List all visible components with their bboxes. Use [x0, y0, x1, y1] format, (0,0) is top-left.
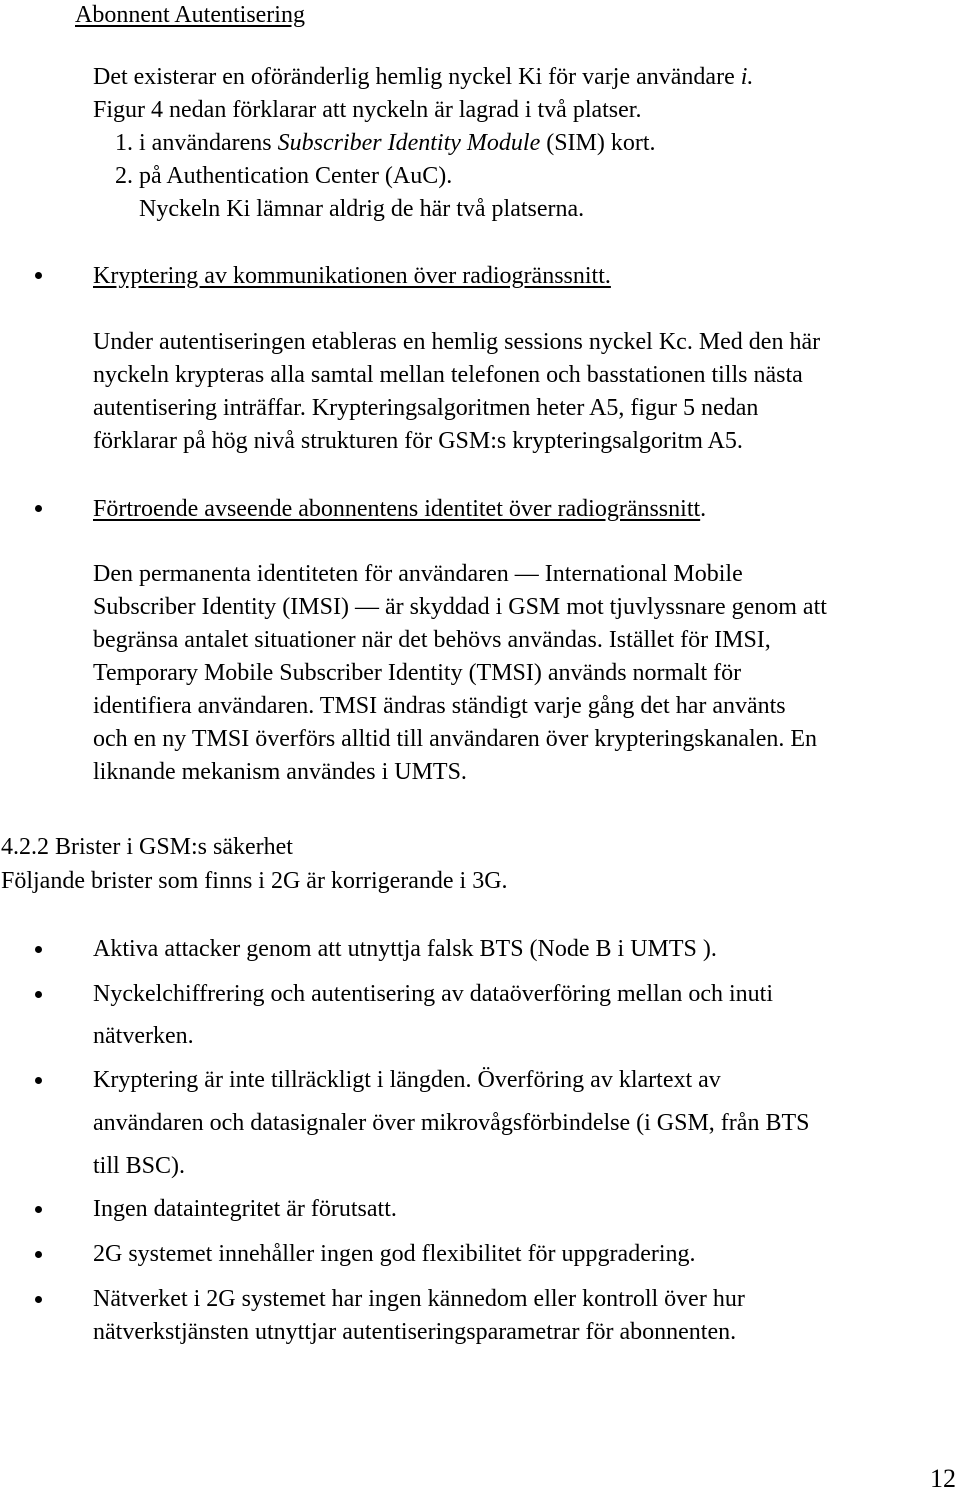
paragraph-line: Nyckeln Ki lämnar aldrig de här två platserna. [139, 196, 585, 222]
list-item: Nätverket i 2G systemet har ingen kännedom eller kontroll över hur [93, 1286, 745, 1312]
section-intro: Följande brister som finns i 2G är korrigerande i 3G. [1, 868, 508, 894]
paragraph-line: begränsa antalet situationer när det behövs användas. Istället för IMSI, [93, 627, 771, 653]
numbered-item-2: 2. på Authentication Center (AuC). [115, 163, 453, 189]
paragraph-line: Figur 4 nedan förklarar att nyckeln är lagrad i två platser. [93, 97, 642, 123]
numbered-item-1 [115, 128, 656, 158]
bullet-icon [35, 505, 42, 512]
bullet-heading-fortroende [93, 494, 706, 524]
heading-abonnent-autentisering: Abonnent Autentisering [75, 2, 305, 28]
bullet-icon [35, 272, 42, 279]
list-item: Ingen dataintegritet är förutsatt. [93, 1196, 397, 1222]
list-item-continuation: nätverken. [93, 1023, 194, 1049]
bullet-icon [35, 1077, 42, 1084]
list-item-continuation: nätverkstjänsten utnyttjar autentiseringsparametrar för abonnenten. [93, 1319, 737, 1345]
list-item: Aktiva attacker genom att utnyttja falsk BTS (Node B i UMTS ). [93, 936, 717, 962]
text-segment: 1. i användarens [115, 130, 278, 156]
paragraph-line: autentisering inträffar. Krypteringsalgoritmen heter A5, figur 5 nedan [93, 395, 759, 421]
bullet-heading-kryptering: Kryptering av kommunikationen över radiogränssnitt. [93, 263, 611, 289]
bullet-icon [35, 1206, 42, 1213]
list-item: 2G systemet innehåller ingen god flexibilitet för uppgradering. [93, 1241, 696, 1267]
italic-text: i. [740, 64, 754, 90]
paragraph-line: förklarar på hög nivå strukturen för GSM:s krypteringsalgoritm A5. [93, 428, 743, 454]
bullet-icon [35, 991, 42, 998]
list-item: Kryptering är inte tillräckligt i längden. Överföring av klartext av [93, 1067, 721, 1093]
text-segment: . [700, 496, 707, 522]
paragraph-line: identifiera användaren. TMSI ändras ständigt varje gång det har använts [93, 693, 786, 719]
paragraph-line: Temporary Mobile Subscriber Identity (TMSI) används normalt för [93, 660, 742, 686]
bullet-icon [35, 1251, 42, 1258]
paragraph-line: liknande mekanism användes i UMTS. [93, 759, 467, 785]
paragraph-line: och en ny TMSI överförs alltid till användaren över krypteringskanalen. En [93, 726, 818, 752]
list-item: Nyckelchiffrering och autentisering av dataöverföring mellan och inuti [93, 981, 773, 1007]
paragraph-line: Subscriber Identity (IMSI) — är skyddad i GSM mot tjuvlyssnare genom att [93, 594, 827, 620]
paragraph-line: Under autentiseringen etableras en hemlig sessions nyckel Kc. Med den här [93, 329, 821, 355]
italic-text: Subscriber Identity Module [277, 130, 541, 156]
paragraph-line: Den permanenta identiteten för användaren — International Mobile [93, 561, 743, 587]
text-segment: (SIM) kort. [540, 130, 656, 156]
text-segment: Det existerar en oföränderlig hemlig nyckel Ki för varje användare [93, 64, 741, 90]
bullet-icon [35, 1296, 42, 1303]
bullet-icon [35, 946, 42, 953]
underlined-text: Förtroende avseende abonnentens identitet över radiogränssnitt [93, 496, 701, 522]
list-item-continuation: användaren och datasignaler över mikrovågsförbindelse (i GSM, från BTS [93, 1110, 810, 1136]
list-item-continuation: till BSC). [93, 1153, 186, 1179]
paragraph-line: nyckeln krypteras alla samtal mellan telefonen och basstationen tills nästa [93, 362, 803, 388]
page-number: 12 [930, 1464, 956, 1493]
section-title: 4.2.2 Brister i GSM:s säkerhet [1, 834, 293, 860]
paragraph-line [93, 62, 753, 92]
